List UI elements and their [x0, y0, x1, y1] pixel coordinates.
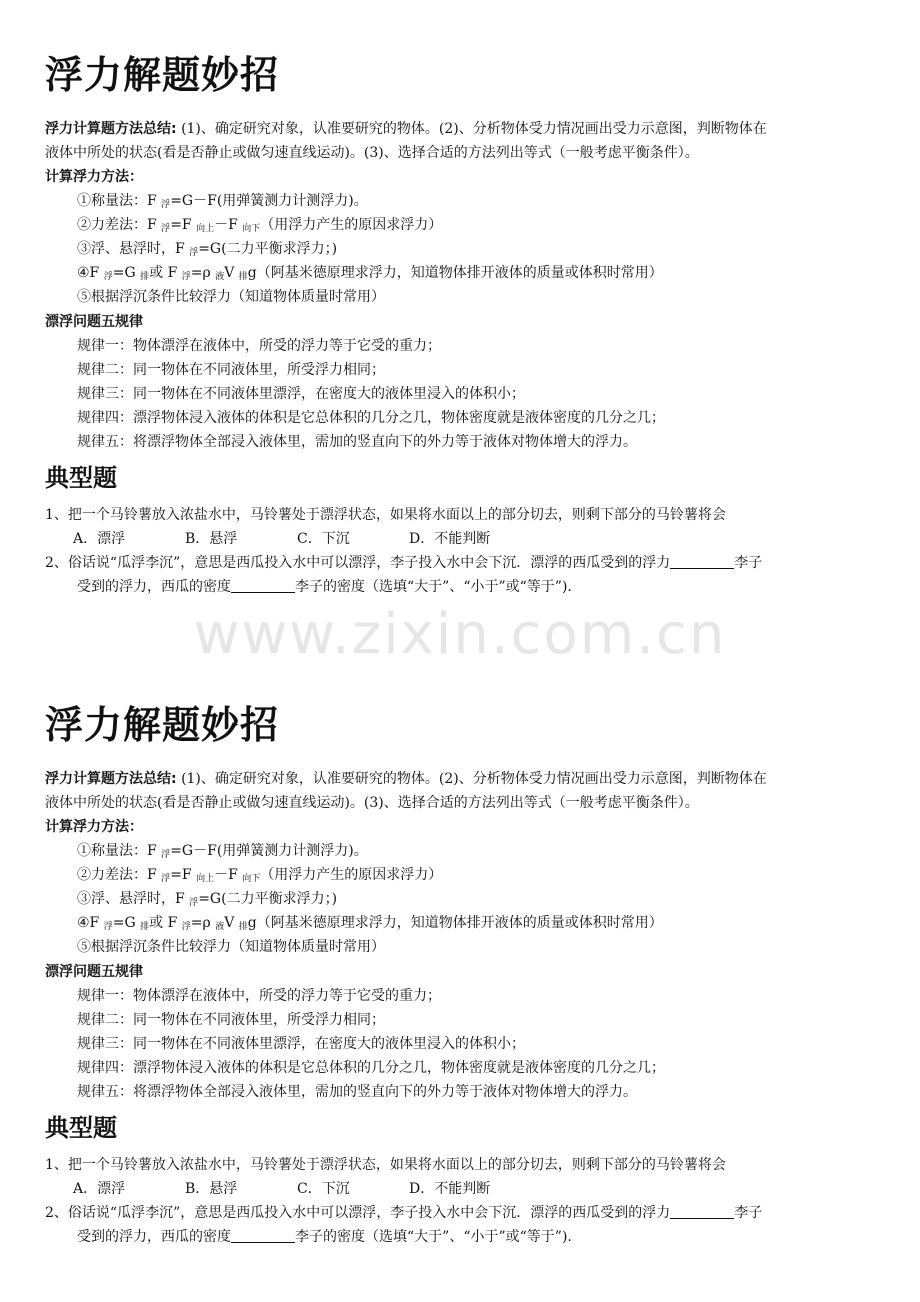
- question-2-line-1: 2、俗话说“瓜浮李沉”，意思是西瓜投入水中可以漂浮，李子投入水中会下沉．漂浮的西瓜受到的浮力 李子: [45, 1205, 763, 1221]
- rule-5: 规律五：将漂浮物体全部浸入液体里，需加的竖直向下的外力等于液体对物体增大的浮力。: [77, 1084, 637, 1100]
- question-2-line-1: 2、俗话说“瓜浮李沉”，意思是西瓜投入水中可以漂浮，李子投入水中会下沉．漂浮的西瓜受到的浮力 李子: [45, 555, 763, 571]
- method-2: ②力差法：F $_浮$=F $_{向上}$－F $_{向下}$（用浮力产生的原因求浮力）: [77, 867, 443, 884]
- document-block-1: [0, 0, 920, 640]
- summary-label: 浮力计算题方法总结: [45, 121, 171, 137]
- methods-heading: 计算浮力方法：: [45, 169, 143, 185]
- method-5: ⑤根据浮沉条件比较浮力（知道物体质量时常用）: [77, 939, 385, 955]
- document-block-2: [0, 650, 920, 1290]
- rule-2: 规律二：同一物体在不同液体里，所受浮力相同；: [77, 362, 385, 378]
- rule-5: 规律五：将漂浮物体全部浸入液体里，需加的竖直向下的外力等于液体对物体增大的浮力。: [77, 434, 637, 450]
- summary-text-1: (1)、确定研究对象，认准要研究的物体。(2)、分析物体受力情况画出受力示意图，判断物体在: [181, 121, 767, 137]
- rule-2: 规律二：同一物体在不同液体里，所受浮力相同；: [77, 1012, 385, 1028]
- methods-heading: 计算浮力方法：: [45, 819, 143, 835]
- method-1: ①称量法：F $_浮$=G－F(用弹簧测力计测浮力)。: [77, 843, 368, 860]
- answer-blank[interactable]: [670, 554, 734, 569]
- answer-blank[interactable]: [670, 1204, 734, 1219]
- question-2-line-2: 受到的浮力，西瓜的密度 李子的密度（选填“大于”、“小于”或“等于”).: [77, 1229, 572, 1245]
- option-a: A．漂浮: [73, 531, 126, 547]
- question-1: 1、把一个马铃薯放入浓盐水中，马铃薯处于漂浮状态，如果将水面以上的部分切去，则剩下部分的马铃薯将会: [45, 507, 726, 523]
- answer-blank[interactable]: [231, 578, 295, 593]
- rules-heading: 漂浮问题五规律: [45, 314, 143, 330]
- question-2-line-2: 受到的浮力，西瓜的密度 李子的密度（选填“大于”、“小于”或“等于”).: [77, 579, 572, 595]
- question-1-options: [73, 527, 521, 551]
- page-title: 浮力解题妙招: [45, 703, 280, 747]
- method-2: ②力差法：F $_浮$=F $_{向上}$－F $_{向下}$（用浮力产生的原因求浮力）: [77, 217, 443, 234]
- typical-heading: 典型题: [45, 464, 117, 492]
- option-a: A．漂浮: [73, 1181, 126, 1197]
- method-3: ③浮、悬浮时，F $_浮$=G(二力平衡求浮力；): [77, 241, 338, 258]
- method-5: ⑤根据浮沉条件比较浮力（知道物体质量时常用）: [77, 289, 385, 305]
- summary-line-1: 浮力计算题方法总结: (1)、确定研究对象，认准要研究的物体。(2)、分析物体受力情况画出受力示意图，判断物体在: [45, 771, 767, 787]
- typical-heading: 典型题: [45, 1114, 117, 1142]
- rule-4: 规律四：漂浮物体浸入液体的体积是它总体积的几分之几，物体密度就是液体密度的几分之几；: [77, 1060, 665, 1076]
- rule-1: 规律一：物体漂浮在液体中，所受的浮力等于它受的重力；: [77, 338, 441, 354]
- method-1: ①称量法：F $_浮$=G－F(用弹簧测力计测浮力)。: [77, 193, 368, 210]
- summary-line-2: 液体中所处的状态(看是否静止或做匀速直线运动)。(3)、选择合适的方法列出等式（一般考虑平衡条件）。: [45, 145, 699, 161]
- rule-4: 规律四：漂浮物体浸入液体的体积是它总体积的几分之几，物体密度就是液体密度的几分之几；: [77, 410, 665, 426]
- rule-3: 规律三：同一物体在不同液体里漂浮，在密度大的液体里浸入的体积小；: [77, 1036, 525, 1052]
- method-4: ④F $_浮$=G $_排$或 F $_浮$=ρ $_液$V $_排$g（阿基米德原理求浮力，知道物体排开液体的质量或体积时常用）: [77, 915, 663, 932]
- rule-3: 规律三：同一物体在不同液体里漂浮，在密度大的液体里浸入的体积小；: [77, 386, 525, 402]
- rule-1: 规律一：物体漂浮在液体中，所受的浮力等于它受的重力；: [77, 988, 441, 1004]
- summary-label: 浮力计算题方法总结: [45, 771, 171, 787]
- option-d: D．不能判断: [409, 1181, 491, 1197]
- method-4: ④F $_浮$=G $_排$或 F $_浮$=ρ $_液$V $_排$g（阿基米德原理求浮力，知道物体排开液体的质量或体积时常用）: [77, 265, 663, 282]
- method-3: ③浮、悬浮时，F $_浮$=G(二力平衡求浮力；): [77, 891, 338, 908]
- summary-line-2: 液体中所处的状态(看是否静止或做匀速直线运动)。(3)、选择合适的方法列出等式（一般考虑平衡条件）。: [45, 795, 699, 811]
- question-1-options: [73, 1177, 521, 1201]
- option-d: D．不能判断: [409, 531, 491, 547]
- watermark: www.zixin.com.cn: [193, 602, 727, 667]
- option-c: C．下沉: [297, 1181, 350, 1197]
- rules-heading: 漂浮问题五规律: [45, 964, 143, 980]
- summary-text-1: (1)、确定研究对象，认准要研究的物体。(2)、分析物体受力情况画出受力示意图，判断物体在: [181, 771, 767, 787]
- page-title: 浮力解题妙招: [45, 53, 280, 97]
- option-b: B．悬浮: [185, 531, 238, 547]
- option-c: C．下沉: [297, 531, 350, 547]
- summary-line-1: 浮力计算题方法总结: (1)、确定研究对象，认准要研究的物体。(2)、分析物体受力情况画出受力示意图，判断物体在: [45, 121, 767, 137]
- question-1: 1、把一个马铃薯放入浓盐水中，马铃薯处于漂浮状态，如果将水面以上的部分切去，则剩下部分的马铃薯将会: [45, 1157, 726, 1173]
- option-b: B．悬浮: [185, 1181, 238, 1197]
- answer-blank[interactable]: [231, 1228, 295, 1243]
